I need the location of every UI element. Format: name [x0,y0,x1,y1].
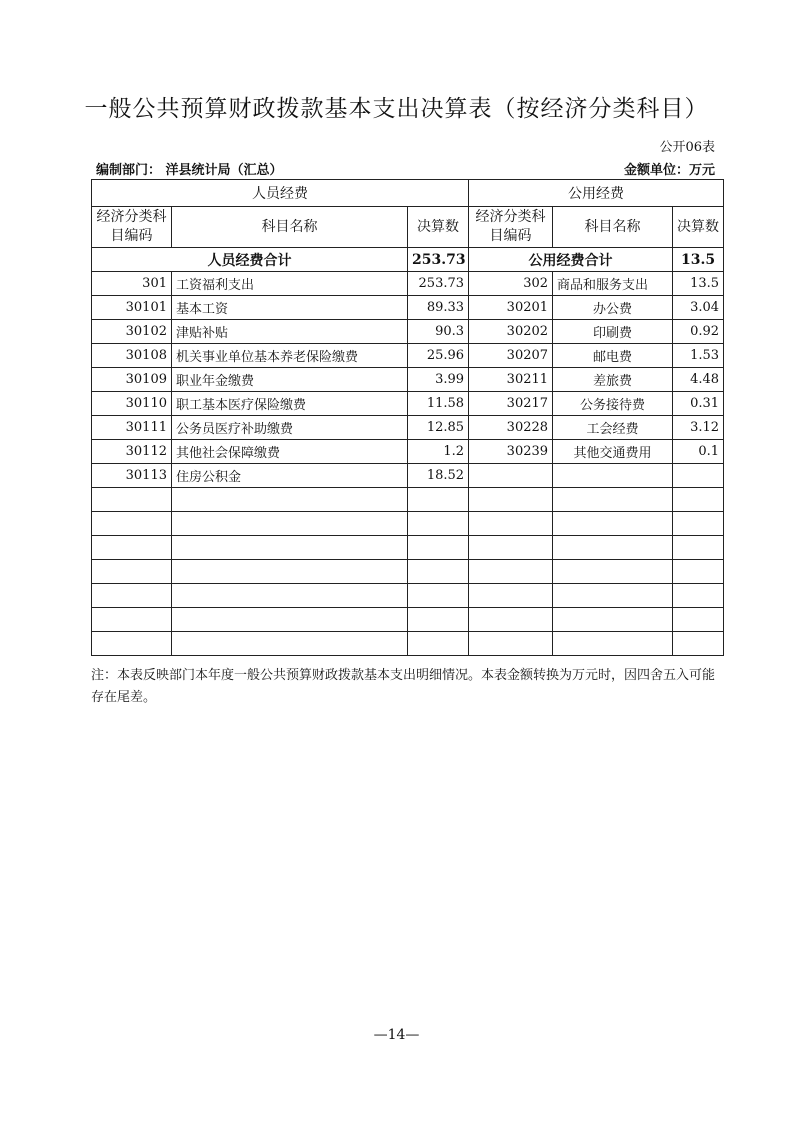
table-row [92,560,724,584]
personnel-code-cell: 301 [92,272,172,296]
public-name-cell: 印刷费 [553,320,673,344]
personnel-header: 人员经费 [92,180,469,207]
public-total-label: 公用经费合计 [469,248,673,272]
expenditure-table [91,179,724,656]
table-row [92,296,724,320]
page-title: 一般公共预算财政拨款基本支出决算表（按经济分类科目） [84,96,709,122]
public-code-cell: 30202 [469,320,553,344]
public-amount-cell [673,512,724,536]
public-amount-cell [673,584,724,608]
public-code-cell: 30228 [469,416,553,440]
personnel-amount-cell [408,560,469,584]
personnel-name-cell: 津贴补贴 [172,320,408,344]
public-name-cell [553,488,673,512]
public-name-cell [553,536,673,560]
public-code-cell: 302 [469,272,553,296]
public-name-cell: 其他交通费用 [553,440,673,464]
table-row [92,512,724,536]
personnel-col-code: 经济分类科目编码 [92,207,172,248]
personnel-amount-cell: 18.52 [408,464,469,488]
personnel-name-cell: 工资福利支出 [172,272,408,296]
public-name-cell: 差旅费 [553,368,673,392]
personnel-name-cell [172,512,408,536]
table-row [92,464,724,488]
public-amount-cell: 1.53 [673,344,724,368]
public-name-cell [553,560,673,584]
table-row [92,416,724,440]
public-code-cell: 30211 [469,368,553,392]
table-row [92,488,724,512]
personnel-code-cell [92,608,172,632]
table-row [92,584,724,608]
table-row [92,392,724,416]
personnel-name-cell [172,584,408,608]
page-number: —14— [373,1027,420,1043]
personnel-amount-cell: 12.85 [408,416,469,440]
table-row [92,440,724,464]
public-name-cell: 公务接待费 [553,392,673,416]
table-row [92,320,724,344]
public-amount-cell [673,464,724,488]
table-column-header-row [92,207,724,248]
public-amount-cell: 3.04 [673,296,724,320]
public-amount-cell: 0.92 [673,320,724,344]
personnel-name-cell [172,632,408,656]
unit-label: 金额单位： [623,163,689,178]
public-name-cell: 商品和服务支出 [553,272,673,296]
personnel-name-cell [172,560,408,584]
public-code-cell: 30239 [469,440,553,464]
public-col-name: 科目名称 [553,207,673,248]
personnel-amount-cell [408,536,469,560]
personnel-amount-cell [408,512,469,536]
personnel-name-cell [172,608,408,632]
public-amount-cell: 13.5 [673,272,724,296]
public-code-cell [469,488,553,512]
personnel-amount-cell: 253.73 [408,272,469,296]
personnel-amount-cell: 1.2 [408,440,469,464]
public-amount-cell [673,608,724,632]
personnel-code-cell [92,584,172,608]
public-name-cell [553,464,673,488]
personnel-amount-cell: 89.33 [408,296,469,320]
unit-value: 万元 [688,163,715,178]
personnel-name-cell: 基本工资 [172,296,408,320]
personnel-code-cell: 30109 [92,368,172,392]
personnel-code-cell [92,512,172,536]
personnel-code-cell [92,536,172,560]
table-row [92,632,724,656]
personnel-name-cell: 职业年金缴费 [172,368,408,392]
personnel-name-cell: 机关事业单位基本养老保险缴费 [172,344,408,368]
table-row [92,368,724,392]
public-code-cell: 30207 [469,344,553,368]
personnel-col-name: 科目名称 [172,207,408,248]
table-note: 注：本表反映部门本年度一般公共预算财政拨款基本支出明细情况。本表金额转换为万元时，因四舍五入可能存在尾差。 [91,668,716,705]
table-row [92,344,724,368]
public-amount-cell [673,632,724,656]
personnel-code-cell [92,632,172,656]
personnel-code-cell [92,560,172,584]
unit-info [624,159,715,178]
public-name-cell: 办公费 [553,296,673,320]
personnel-total-label: 人员经费合计 [92,248,408,272]
personnel-amount-cell [408,632,469,656]
personnel-name-cell: 公务员医疗补助缴费 [172,416,408,440]
personnel-amount-cell [408,584,469,608]
personnel-code-cell: 30110 [92,392,172,416]
personnel-total-value: 253.73 [408,248,469,272]
personnel-name-cell: 职工基本医疗保险缴费 [172,392,408,416]
table-row [92,536,724,560]
personnel-name-cell [172,536,408,560]
public-amount-cell: 0.1 [673,440,724,464]
public-col-code: 经济分类科目编码 [469,207,553,248]
public-name-cell [553,632,673,656]
public-amount-cell: 4.48 [673,368,724,392]
public-total-value: 13.5 [673,248,724,272]
personnel-col-amount: 决算数 [408,207,469,248]
personnel-name-cell: 其他社会保障缴费 [172,440,408,464]
public-code-cell [469,584,553,608]
public-name-cell [553,584,673,608]
personnel-code-cell: 30112 [92,440,172,464]
public-amount-cell: 0.31 [673,392,724,416]
personnel-code-cell: 30111 [92,416,172,440]
department-label: 编制部门： [96,163,162,178]
public-code-cell [469,632,553,656]
personnel-code-cell: 30108 [92,344,172,368]
table-section-header-row [92,180,724,207]
table-row [92,608,724,632]
public-amount-cell [673,560,724,584]
personnel-amount-cell [408,488,469,512]
department-value: 洋县统计局（汇总） [165,163,283,178]
personnel-amount-cell: 3.99 [408,368,469,392]
table-row [92,272,724,296]
public-amount-cell [673,488,724,512]
public-name-cell [553,512,673,536]
public-header: 公用经费 [469,180,724,207]
personnel-amount-cell [408,608,469,632]
table-total-row [92,248,724,272]
personnel-amount-cell: 25.96 [408,344,469,368]
public-name-cell [553,608,673,632]
public-name-cell: 邮电费 [553,344,673,368]
public-amount-cell: 3.12 [673,416,724,440]
personnel-name-cell [172,488,408,512]
personnel-amount-cell: 90.3 [408,320,469,344]
public-amount-cell [673,536,724,560]
personnel-code-cell [92,488,172,512]
public-code-cell: 30217 [469,392,553,416]
public-code-cell: 30201 [469,296,553,320]
personnel-name-cell: 住房公积金 [172,464,408,488]
public-code-cell [469,512,553,536]
form-code: 公开06表 [659,140,715,155]
public-code-cell [469,560,553,584]
public-code-cell [469,608,553,632]
personnel-code-cell: 30113 [92,464,172,488]
public-col-amount: 决算数 [673,207,724,248]
personnel-code-cell: 30101 [92,296,172,320]
public-name-cell: 工会经费 [553,416,673,440]
public-code-cell [469,536,553,560]
personnel-amount-cell: 11.58 [408,392,469,416]
public-code-cell [469,464,553,488]
personnel-code-cell: 30102 [92,320,172,344]
department-info [96,159,283,178]
